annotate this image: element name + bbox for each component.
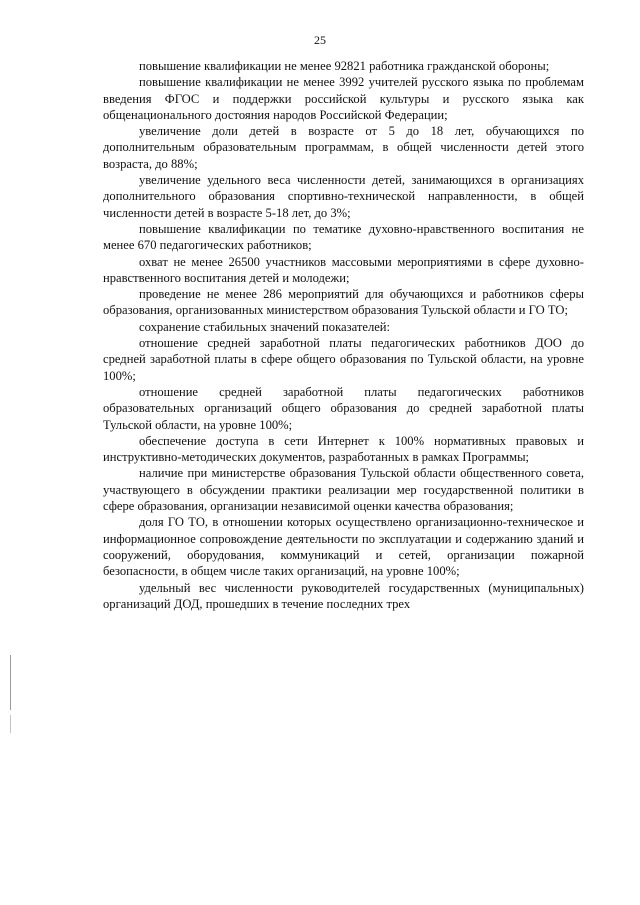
paragraph-general-salary-ratio: отношение средней заработной платы педагогических работников образовательных организаций общего образования до средней заработной платы Тульской области, на уровне 100%;: [103, 384, 584, 432]
margin-scan-mark: [10, 655, 11, 710]
paragraph-moral-education-training: повышение квалификации по тематике духовно-нравственного воспитания не менее 670 педагогических работников;: [103, 221, 584, 253]
paragraph-preschool-salary-ratio: отношение средней заработной платы педагогических работников ДОО до средней заработной платы в сфере общего образования по Тульской области, на уровне 100%;: [103, 336, 584, 383]
paragraph-public-council: наличие при министерстве образования Тульской области общественного совета, участвующего в обсуждении практики реализации мер государственной политики в сфере образования, организации независимой оценки качества образования;: [103, 466, 584, 514]
paragraph-russian-teachers-training: повышение квалификации не менее 3992 учителей русского языка по проблемам введения ФГОС и поддержки российской культуры и русского языка как общенационального достояния народов Российской Федерации;: [103, 75, 584, 122]
paragraph-internet-access: обеспечение доступа в сети Интернет к 100% нормативных правовых и инструктивно-методических документов, разработанных в рамках Программы;: [103, 433, 584, 465]
paragraph-organizations-support: доля ГО ТО, в отношении которых осуществлено организационно-техническое и информационное сопровождение деятельности по эксплуатации и содержанию зданий и сооружений, оборудования, коммуникаций и сетей, организации пожарной безопасности, в общем числе таких организаций, на уровне 100%;: [103, 515, 584, 579]
body-text: [103, 58, 584, 612]
margin-scan-mark: [10, 715, 11, 733]
paragraph-technical-sports-share: увеличение удельного веса численности детей, занимающихся в организациях дополнительного образования спортивно-технической направленности, в общей численности детей в возрасте 5-18 лет, до 3%;: [103, 173, 584, 220]
paragraph-events-count: проведение не менее 286 мероприятий для обучающихся и работников сферы образования, организованных министерством образования Тульской области и ГО ТО;: [103, 287, 584, 318]
paragraph-civil-defense-training: повышение квалификации не менее 92821 работника гражданской обороны;: [139, 59, 550, 73]
paragraph-managers-share: удельный вес численности руководителей государственных (муниципальных) организаций ДОД, прошедших в течение последних трех: [103, 580, 584, 611]
paragraph-stable-indicators: сохранение стабильных значений показателей:: [139, 319, 391, 334]
page-number: 25: [314, 33, 326, 47]
paragraph-additional-education-share: увеличение доли детей в возрасте от 5 до 18 лет, обучающихся по дополнительным образовательным программам, в общей численности детей этого возраста, до 88%;: [103, 124, 584, 171]
paragraph-mass-events-coverage: охват не менее 26500 участников массовыми мероприятиями в сфере духовно-нравственного воспитания детей и молодежи;: [103, 254, 584, 285]
